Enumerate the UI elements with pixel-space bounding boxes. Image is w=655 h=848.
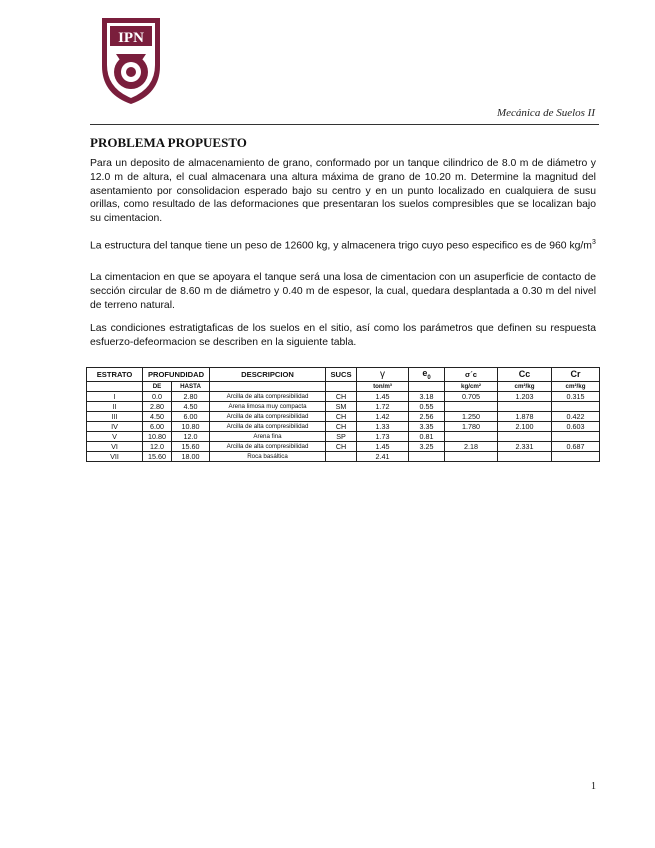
paragraph-problem-statement: Para un deposito de almacenamiento de grano, conformado por un tanque cilindrico de 8.0 m de diámetro y 12.0 m de altura, el cual almacenara una altura máxima de grano de 10.20 m. Determine la magnitud del asentamiento por consolidacion esperado bajo su centro y en un punto localizado en cualquiera de susu orillas, como resultado de las deformaciones que presentaran los suelos compresibles que se localizan bajo su cimentacion.	[90, 158, 596, 225]
cell-de: 10.80	[143, 431, 172, 441]
cell-sucs: SM	[326, 401, 357, 411]
cell-gamma: 1.45	[357, 441, 409, 451]
cell-estrato: VI	[87, 441, 143, 451]
cell-gamma: 1.33	[357, 421, 409, 431]
cell-estrato: I	[87, 391, 143, 401]
header-cc: Cc	[498, 368, 552, 382]
table-row	[87, 391, 600, 401]
cell-cc: 2.100	[498, 421, 552, 431]
paragraph-stratigraphy: Las condiciones estratigtaficas de los suelos en el sitio, así como los parámetros que definen su respuesta esfuerzo-defeormacion se describen en la siguiente tabla.	[90, 323, 596, 348]
cell-hasta: 4.50	[172, 401, 210, 411]
cell-de: 15.60	[143, 451, 172, 461]
paragraph-foundation: La cimentacion en que se apoyara el tanque será una losa de cimentacion con un asuperficie de contacto de sección circular de 8.60 m de diámetro y 0.40 m de espesor, la cual, quedara desplantada a 0.30 m del nivel de terreno natural.	[90, 272, 596, 311]
header-e0	[409, 368, 445, 382]
subheader-sigma-unit: kg/cm²	[445, 381, 498, 391]
table-header-row	[87, 368, 600, 382]
cell-sigma: 1.250	[445, 411, 498, 421]
table-row	[87, 421, 600, 431]
cell-sigma	[445, 401, 498, 411]
cell-cr: 0.315	[552, 391, 600, 401]
cell-sigma	[445, 451, 498, 461]
cell-sigma: 2.18	[445, 441, 498, 451]
cell-estrato: IV	[87, 421, 143, 431]
table-row	[87, 411, 600, 421]
cell-estrato: II	[87, 401, 143, 411]
cell-descripcion: Roca basáltica	[210, 451, 326, 461]
subheader-empty	[210, 381, 326, 391]
cell-cr: 0.687	[552, 441, 600, 451]
subheader-cc-unit: cm²/kg	[498, 381, 552, 391]
cell-cc	[498, 401, 552, 411]
header-e0-subscript: 0	[427, 374, 431, 381]
cell-cr: 0.422	[552, 411, 600, 421]
header-cr: Cr	[552, 368, 600, 382]
header-gamma: γ	[357, 368, 409, 382]
cell-gamma: 1.73	[357, 431, 409, 441]
cell-cc	[498, 431, 552, 441]
cell-cr	[552, 401, 600, 411]
cell-hasta: 18.00	[172, 451, 210, 461]
cell-estrato: V	[87, 431, 143, 441]
cell-sucs: CH	[326, 441, 357, 451]
header-sigma: σ´c	[445, 368, 498, 382]
cell-e0: 3.25	[409, 441, 445, 451]
cell-de: 6.00	[143, 421, 172, 431]
table-row	[87, 451, 600, 461]
course-title: Mecánica de Suelos II	[496, 107, 595, 119]
cell-cr	[552, 431, 600, 441]
header-divider	[90, 124, 599, 125]
cell-descripcion: Arcilla de alta compresibilidad	[210, 411, 326, 421]
cell-hasta: 2.80	[172, 391, 210, 401]
header-estrato: ESTRATO	[87, 368, 143, 382]
cell-cr	[552, 451, 600, 461]
cell-gamma: 1.42	[357, 411, 409, 421]
header-sucs: SUCS	[326, 368, 357, 382]
cell-sucs: CH	[326, 421, 357, 431]
logo-text: IPN	[118, 30, 144, 46]
cell-cc	[498, 451, 552, 461]
subheader-empty	[87, 381, 143, 391]
soil-properties-table	[86, 367, 600, 462]
cell-sucs: CH	[326, 411, 357, 421]
paragraph-tank-weight	[90, 236, 596, 253]
cell-hasta: 12.0	[172, 431, 210, 441]
cell-cc: 2.331	[498, 441, 552, 451]
cell-hasta: 15.60	[172, 441, 210, 451]
header-profundidad: PROFUNDIDAD	[143, 368, 210, 382]
cell-de: 0.0	[143, 391, 172, 401]
cell-de: 4.50	[143, 411, 172, 421]
table-subheader-row	[87, 381, 600, 391]
cell-sucs	[326, 451, 357, 461]
cell-e0: 0.81	[409, 431, 445, 441]
cell-gamma: 1.72	[357, 401, 409, 411]
section-title: PROBLEMA PROPUESTO	[90, 135, 247, 150]
cell-sigma: 1.780	[445, 421, 498, 431]
header-descripcion: DESCRIPCION	[210, 368, 326, 382]
cell-descripcion: Arcilla de alta compresibilidad	[210, 441, 326, 451]
cell-de: 2.80	[143, 401, 172, 411]
cell-gamma: 1.45	[357, 391, 409, 401]
table-row	[87, 441, 600, 451]
subheader-gamma-unit: ton/m³	[357, 381, 409, 391]
subheader-hasta: HASTA	[172, 381, 210, 391]
paragraph-tank-weight-text: La estructura del tanque tiene un peso de 12600 kg, y almacenera trigo cuyo peso especifico es de 960 kg/m	[90, 240, 592, 252]
cell-hasta: 6.00	[172, 411, 210, 421]
page-number: 1	[591, 781, 596, 792]
cell-de: 12.0	[143, 441, 172, 451]
cell-descripcion: Arcilla de alta compresibilidad	[210, 421, 326, 431]
cell-estrato: VII	[87, 451, 143, 461]
cell-e0: 0.55	[409, 401, 445, 411]
header-e0-symbol: e	[422, 368, 428, 378]
cell-gamma: 2.41	[357, 451, 409, 461]
subheader-empty	[326, 381, 357, 391]
ipn-logo	[96, 14, 166, 106]
cell-sigma: 0.705	[445, 391, 498, 401]
cell-estrato: III	[87, 411, 143, 421]
cell-e0	[409, 451, 445, 461]
cell-descripcion: Arena fina	[210, 431, 326, 441]
cell-cr: 0.603	[552, 421, 600, 431]
soil-table-container	[86, 367, 599, 462]
ipn-shield-logo-icon	[96, 14, 166, 106]
table-row	[87, 431, 600, 441]
table-row	[87, 401, 600, 411]
cell-cc: 1.203	[498, 391, 552, 401]
unit-exponent: 3	[591, 239, 596, 246]
cell-sigma	[445, 431, 498, 441]
cell-e0: 3.35	[409, 421, 445, 431]
subheader-de: DE	[143, 381, 172, 391]
subheader-empty	[409, 381, 445, 391]
cell-sucs: SP	[326, 431, 357, 441]
cell-cc: 1.878	[498, 411, 552, 421]
cell-hasta: 10.80	[172, 421, 210, 431]
cell-descripcion: Arcilla de alta compresibilidad	[210, 391, 326, 401]
cell-descripcion: Arena limosa muy compacta	[210, 401, 326, 411]
cell-e0: 2.56	[409, 411, 445, 421]
cell-e0: 3.18	[409, 391, 445, 401]
cell-sucs: CH	[326, 391, 357, 401]
subheader-cr-unit: cm²/kg	[552, 381, 600, 391]
